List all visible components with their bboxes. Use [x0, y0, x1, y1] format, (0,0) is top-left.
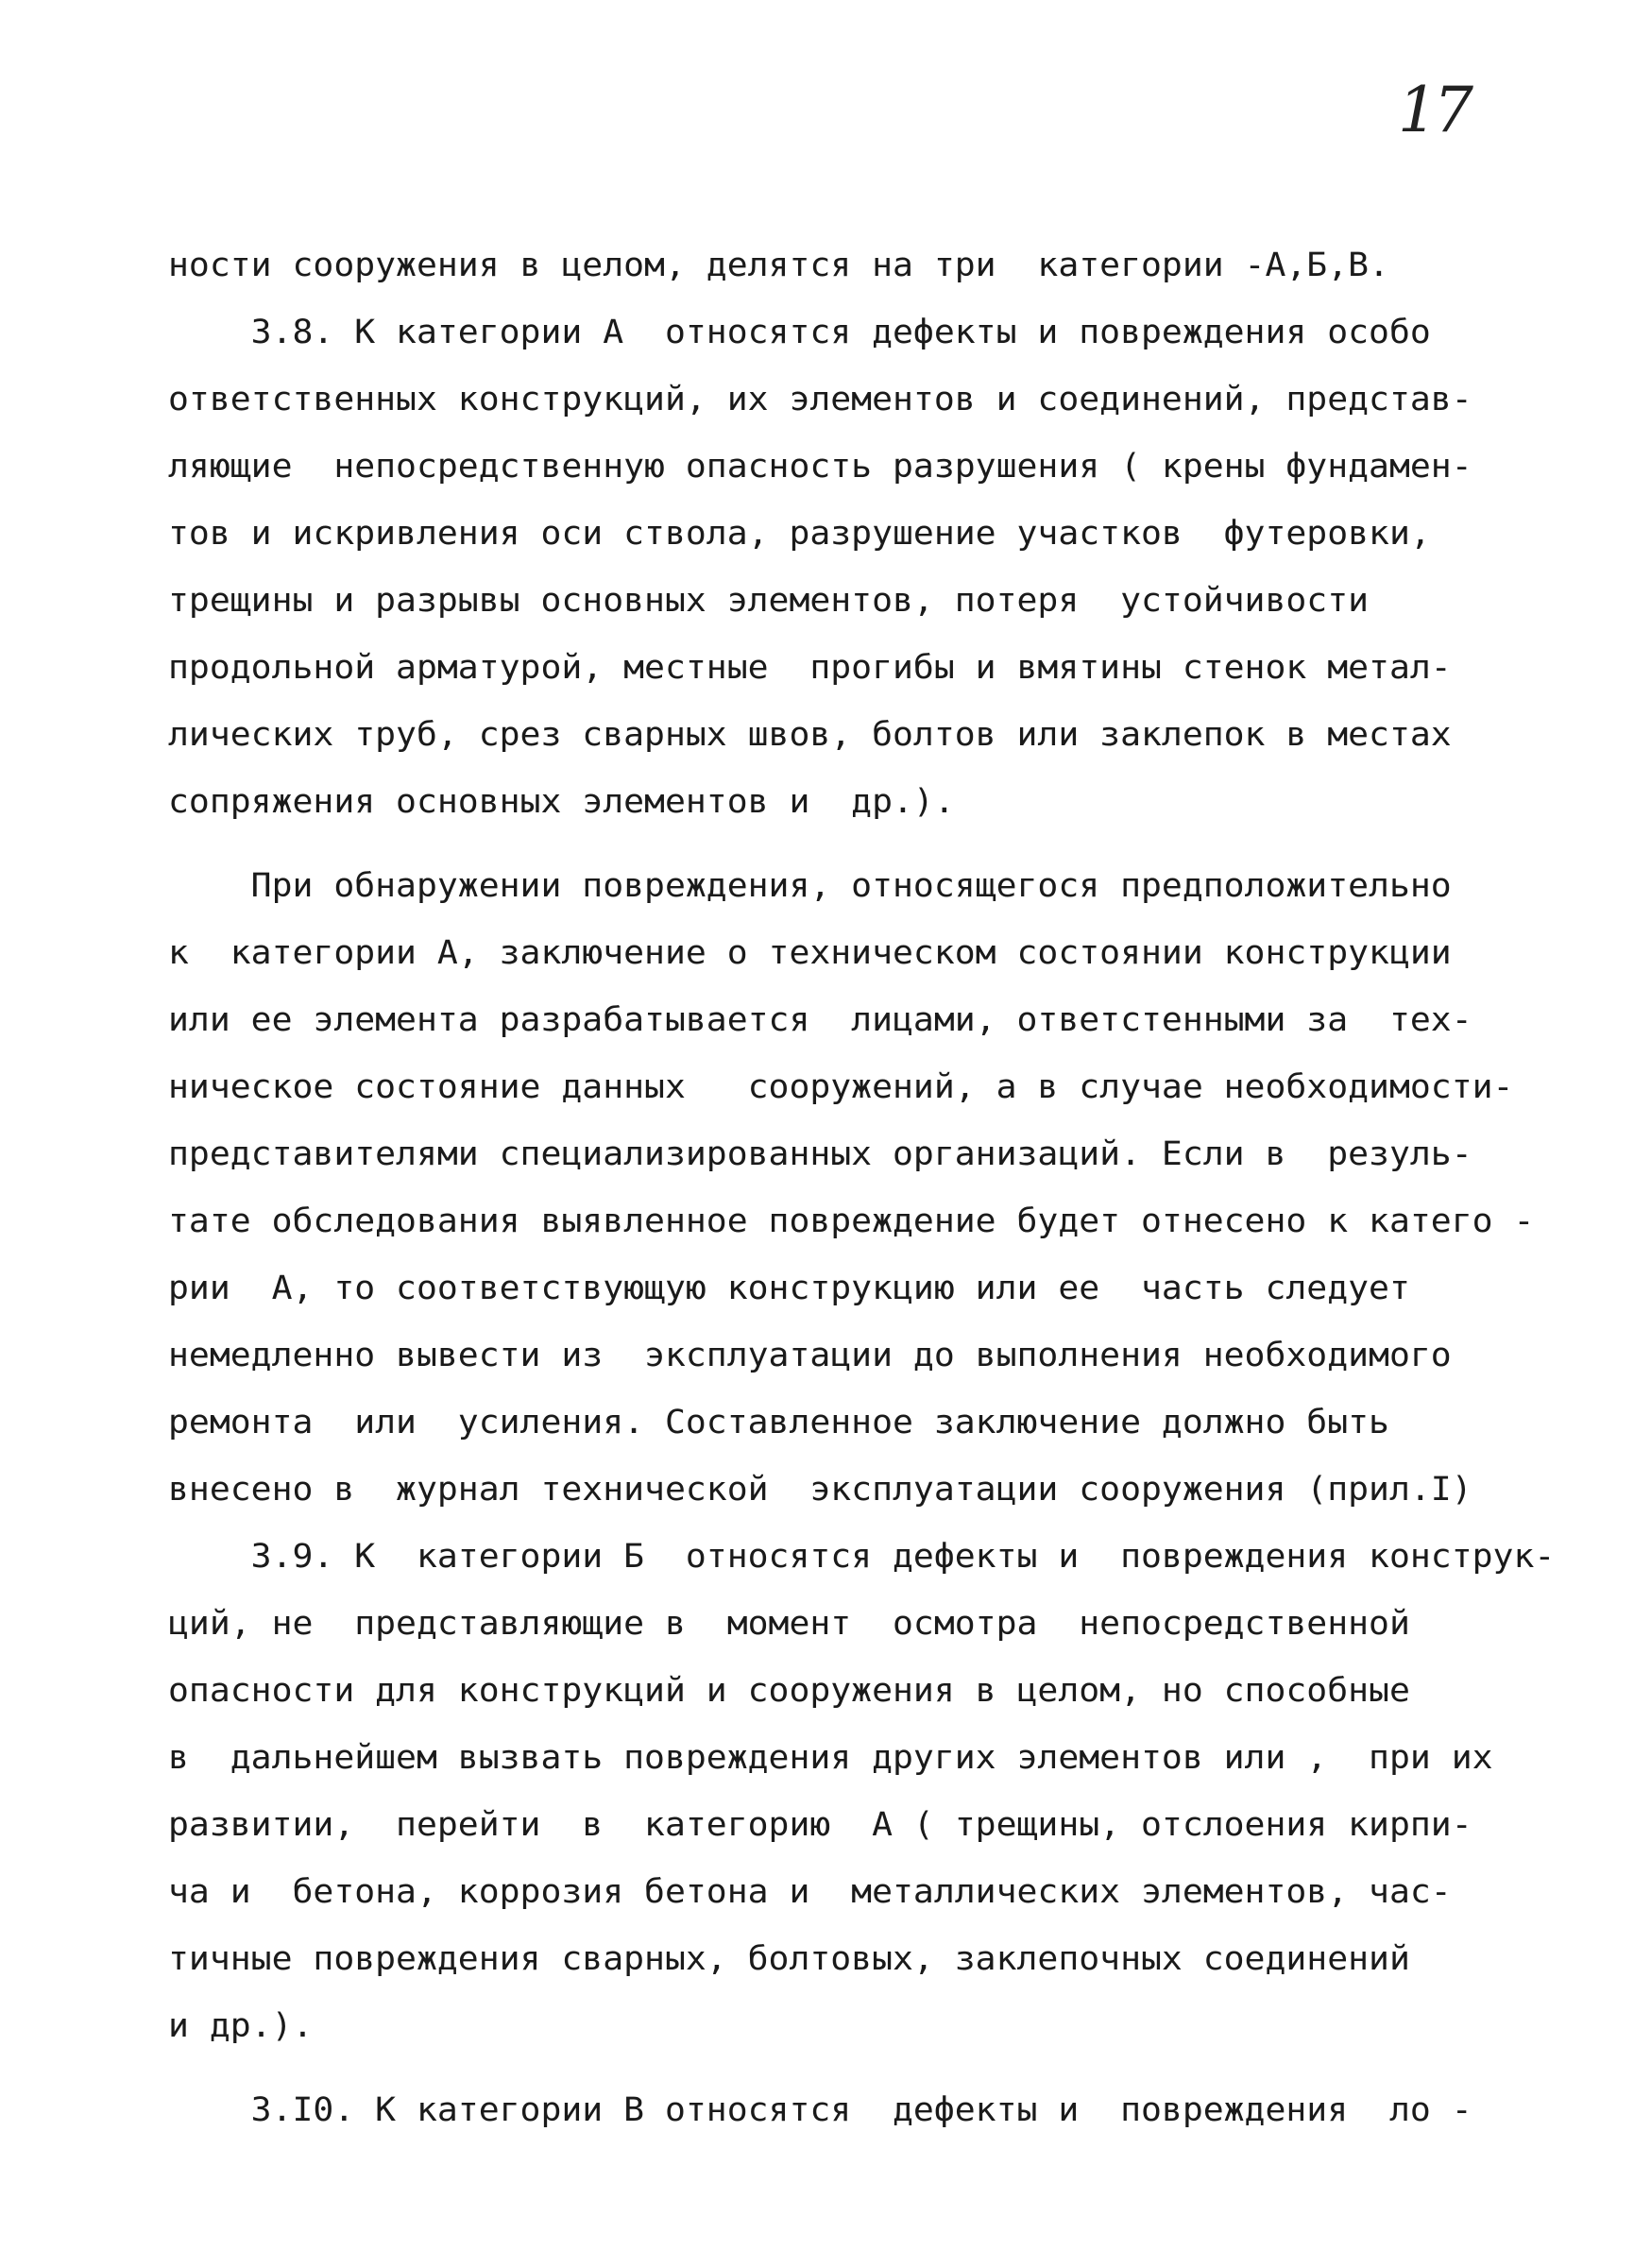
text-line: ответственных конструкций, их элементов и соединений, представ-	[168, 381, 1472, 418]
text-line: к категории А, заключение о техническом состоянии конструкции	[168, 934, 1452, 972]
text-line: продольной арматурой, местные прогибы и вмятины стенок метал-	[168, 649, 1452, 687]
text-line: рии А, то соответствующую конструкцию или ее часть следует	[168, 1270, 1410, 1307]
text-line: ническое состояние данных сооружений, а в случае необходимости-	[168, 1068, 1514, 1106]
document-body	[168, 232, 1556, 2144]
text-line: немедленно вывести из эксплуатации до выполнения необходимого	[168, 1337, 1452, 1374]
paragraph-3-10-start: 3.I0. К категории В относятся дефекты и повреждения ло -	[168, 2091, 1472, 2129]
text-line: трещины и разрывы основных элементов, потеря устойчивости	[168, 582, 1370, 620]
page-number: 17	[1398, 74, 1470, 146]
text-line: в дальнейшем вызвать повреждения других элементов или , при их	[168, 1739, 1493, 1777]
text-line: ча и бетона, коррозия бетона и металлических элементов, час-	[168, 1873, 1452, 1911]
paragraph-3-9-start: 3.9. К категории Б относятся дефекты и повреждения конструк-	[168, 1538, 1556, 1576]
text-line: опасности для конструкций и сооружения в целом, но способные	[168, 1672, 1410, 1710]
text-line: тичные повреждения сварных, болтовых, заклепочных соединений	[168, 1940, 1410, 1978]
text-line: ций, не представляющие в момент осмотра непосредственной	[168, 1605, 1410, 1643]
text-line: сопряжения основных элементов и др.).	[168, 783, 955, 821]
text-line: внесено в журнал технической эксплуатации сооружения (прил.I)	[168, 1471, 1472, 1509]
text-line: представителями специализированных организаций. Если в резуль-	[168, 1135, 1472, 1173]
text-line: тате обследования выявленное повреждение будет отнесено к катего -	[168, 1202, 1535, 1240]
text-line: и др.).	[168, 2007, 314, 2045]
text-line: тов и искривления оси ствола, разрушение участков футеровки,	[168, 515, 1431, 553]
paragraph-3-8-start: 3.8. К категории А относятся дефекты и повреждения особо	[168, 314, 1431, 351]
text-line: или ее элемента разрабатывается лицами, ответстенными за тех-	[168, 1001, 1472, 1039]
text-line: развитии, перейти в категорию А ( трещины, отслоения кирпи-	[168, 1806, 1472, 1844]
paragraph-damage-start: При обнаружении повреждения, относящегося предположительно	[168, 867, 1452, 905]
text-line: лических труб, срез сварных швов, болтов или заклепок в местах	[168, 716, 1452, 754]
text-line: ремонта или усиления. Составленное заключение должно быть	[168, 1404, 1389, 1441]
text-line: ности сооружения в целом, делятся на три категории -А,Б,В.	[168, 247, 1389, 284]
text-line: ляющие непосредственную опасность разрушения ( крены фундамен-	[168, 448, 1472, 486]
